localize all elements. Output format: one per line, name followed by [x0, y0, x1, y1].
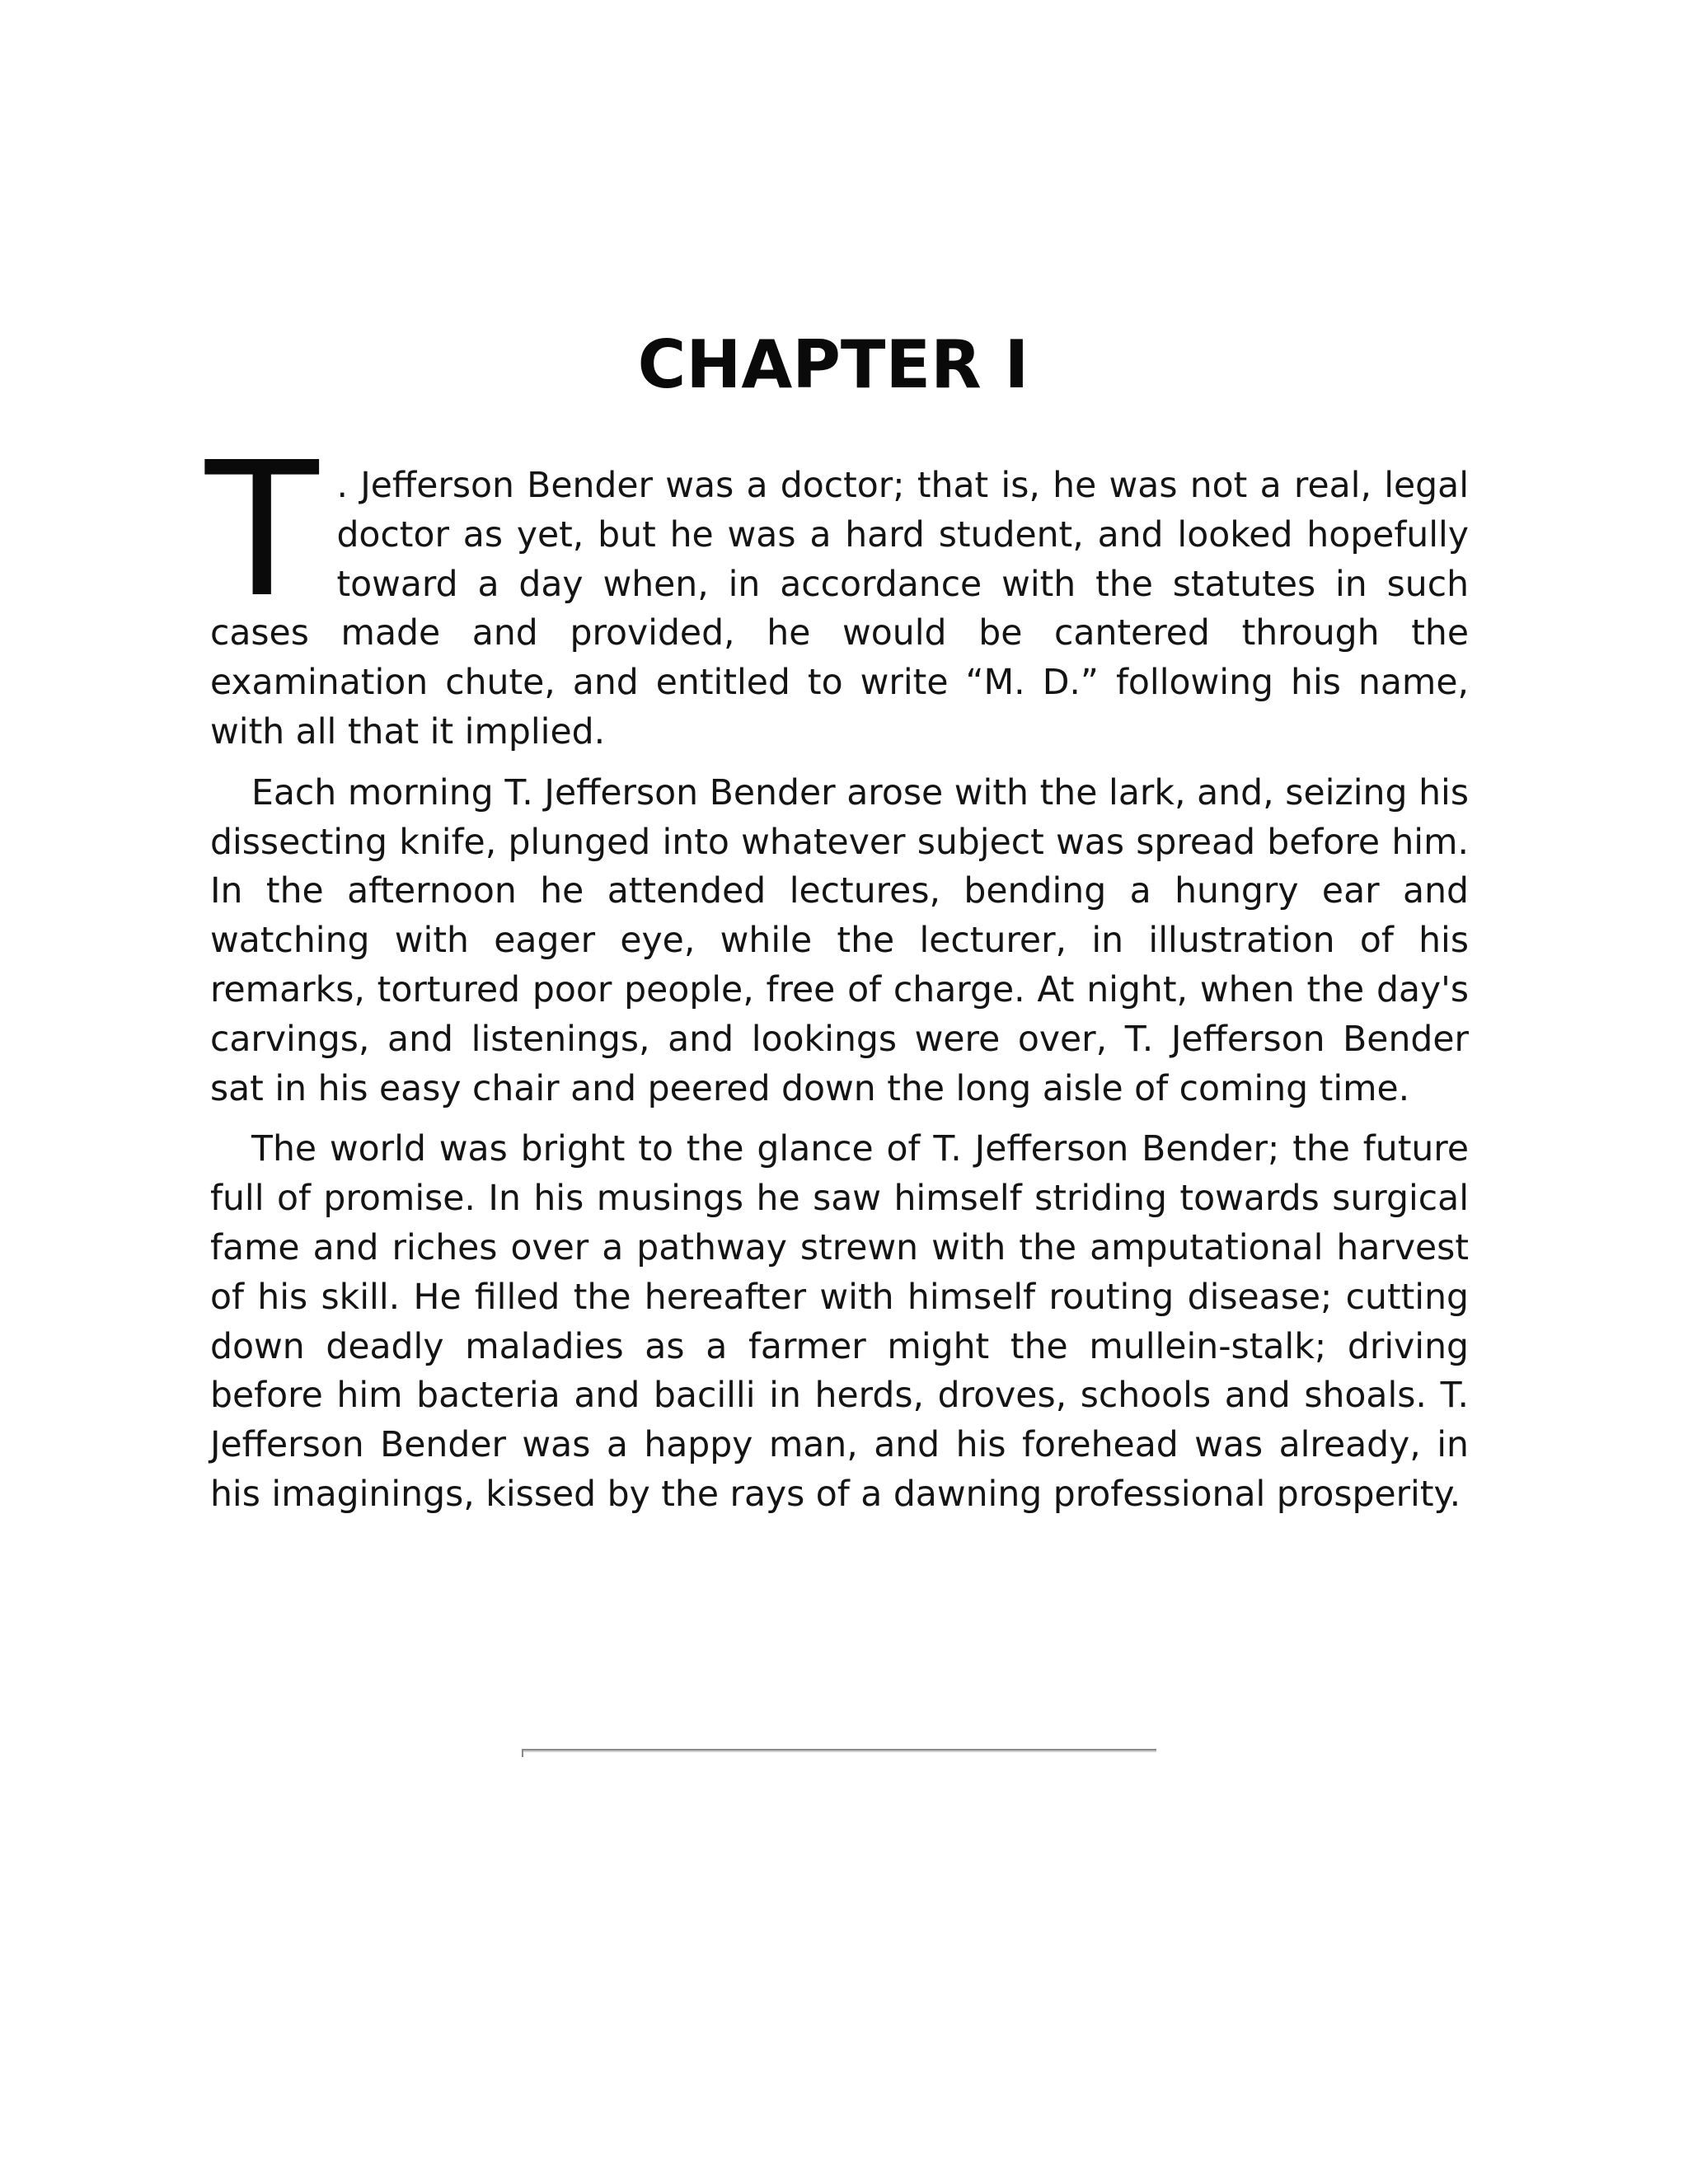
paragraph: Each morning T. Jefferson Bender arose with the lark, and, seizing his dissecting knife, plunged into whatever subject was spread before him. In the afternoon he attended lectures, bending a hungry ear and watching with eager eye, while the lecturer, in illustration of his remarks, tortured poor people, free of charge. At night, when the day's carvings, and listenings, and lookings were over, T. Jefferson Bender sat in his easy chair and peered down the long aisle of coming time. [210, 772, 1469, 1109]
paragraph [205, 423, 1469, 757]
paragraph-text: . Jefferson Bender was a doctor; that is, he was not a real, legal doctor as yet, but he was a hard student, and looked hopefully toward a day when, in accordance with the statutes in such cases made and provided, he would be cantered through the examination chute, and entitled to write “M. D.” following his name, with all that it implied. [210, 466, 1469, 752]
chapter-title: CHAPTER I [637, 326, 1029, 403]
drop-cap: T [205, 423, 319, 639]
chapter-body [205, 423, 1469, 1520]
paragraph: The world was bright to the glance of T. Jefferson Bender; the future full of promise. In his musings he saw himself striding towards surgical fame and riches over a pathway strewn with the amputational harvest of his skill. He filled the hereafter with himself routing disease; cutting down deadly maladies as a farmer might the mullein-stalk; driving before him bacteria and bacilli in herds, droves, schools and shoals. T. Jefferson Bender was a happy man, and his forehead was already, in his imaginings, kissed by the rays of a dawning professional prosperity. [210, 1129, 1469, 1515]
section-divider [522, 1749, 1156, 1752]
